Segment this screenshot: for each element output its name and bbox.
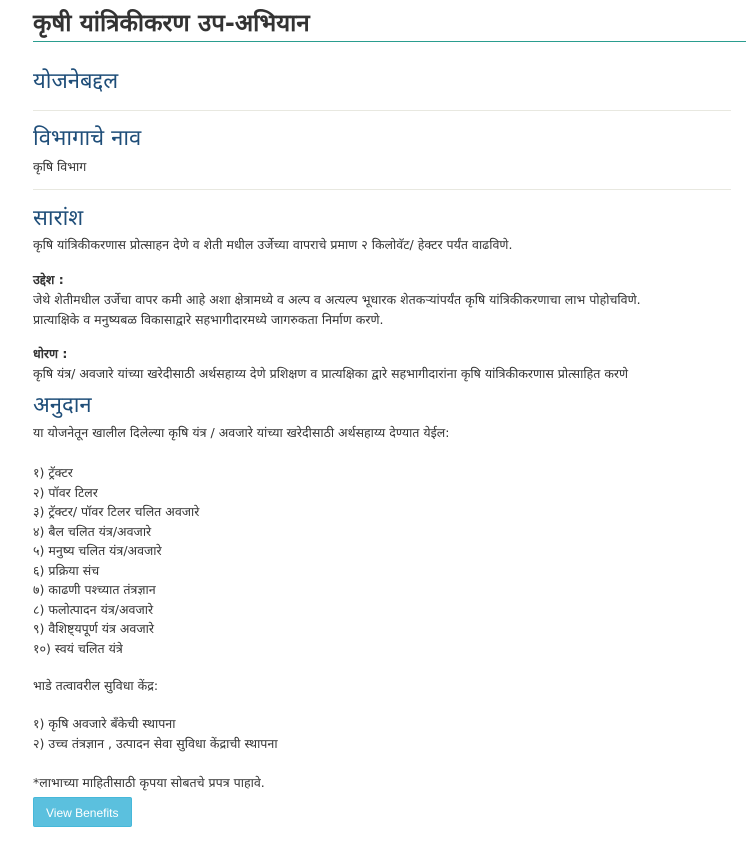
objective-line-2: प्रात्याक्षिके व मनुष्यबळ विकासाद्वारे सहभागीदारमध्ये जागरुकता निर्माण करणे. (33, 312, 384, 327)
policy-label: धोरण : (33, 346, 68, 361)
grant-section (33, 384, 746, 827)
list-item: ७) काढणी पश्च्यात तंत्रज्ञान (33, 582, 156, 597)
list-item: २) उच्च तंत्रज्ञान , उत्पादन सेवा सुविधा केंद्राची स्थापना (33, 735, 278, 751)
list-item: २) पॉवर टिलर (33, 484, 98, 500)
summary-heading: सारांश (33, 206, 84, 231)
summary-intro: कृषि यांत्रिकीकरणास प्रोत्साहन देणे व शेती मधील उर्जेच्या वापराचे प्रमाण २ किलोवॅट/ हेक्टर पर्यंत वाढविणे. (33, 237, 513, 252)
list-item: ४) बैल चलित यंत्र/अवजारे (33, 523, 152, 539)
grant-intro: या योजनेतून खालील दिलेल्या कृषि यंत्र / अवजारे यांच्या खरेदीसाठी अर्थसहाय्य देण्यात येईल: (33, 425, 450, 440)
list-item: १०) स्वयं चलित यंत्रे (33, 640, 123, 656)
department-value: कृषि विभाग (33, 159, 87, 174)
rental-heading: भाडे तत्वावरील सुविधा केंद्र: (33, 678, 159, 693)
rental-items-list (33, 714, 746, 753)
benefits-note: *लाभाच्या माहितीसाठी कृपया सोबतचे प्रपत्र पाहावे. (33, 775, 265, 790)
list-item: ३) ट्रॅक्टर/ पॉवर टिलर चलित अवजारे (33, 504, 200, 519)
list-item: ६) प्रक्रिया संच (33, 562, 100, 578)
policy-text: कृषि यंत्र/ अवजारे यांच्या खरेदीसाठी अर्थसहाय्य देणे प्रशिक्षण व प्रात्यक्षिका द्वारे सहभागीदारांना कृषि यांत्रिकीकरणास प्रोत्साहित करणे (33, 366, 629, 381)
list-item: ९) वैशिष्ट्यपूर्ण यंत्र अवजारे (33, 621, 154, 636)
objective-line-1: जेथे शेतीमधील उर्जेचा वापर कमी आहे अशा क्षेत्रामध्ये व अल्प व अत्यल्प भूधारक शेतकऱ्यांपर्यंत कृषि यांत्रिकीकरणाचा लाभ पोहोचविणे. (33, 292, 641, 307)
objective-label: उद्देश : (33, 272, 64, 287)
list-item: १) कृषि अवजारे बँकेची स्थापना (33, 716, 176, 731)
about-section (33, 42, 746, 96)
department-heading: विभागाचे नाव (33, 126, 142, 151)
grant-items-list (33, 463, 746, 658)
list-item: १) ट्रॅक्टर (33, 465, 73, 480)
summary-section (33, 190, 746, 384)
list-item: ८) फलोत्पादन यंत्र/अवजारे (33, 601, 154, 617)
view-benefits-button[interactable]: View Benefits (33, 797, 132, 827)
department-section (33, 111, 746, 177)
grant-heading: अनुदान (33, 393, 92, 418)
list-item: ५) मनुष्य चलित यंत्र/अवजारे (33, 543, 162, 558)
about-heading: योजनेबद्दल (33, 69, 119, 94)
page-title: कृषी यांत्रिकीकरण उप-अभियान (33, 9, 310, 37)
